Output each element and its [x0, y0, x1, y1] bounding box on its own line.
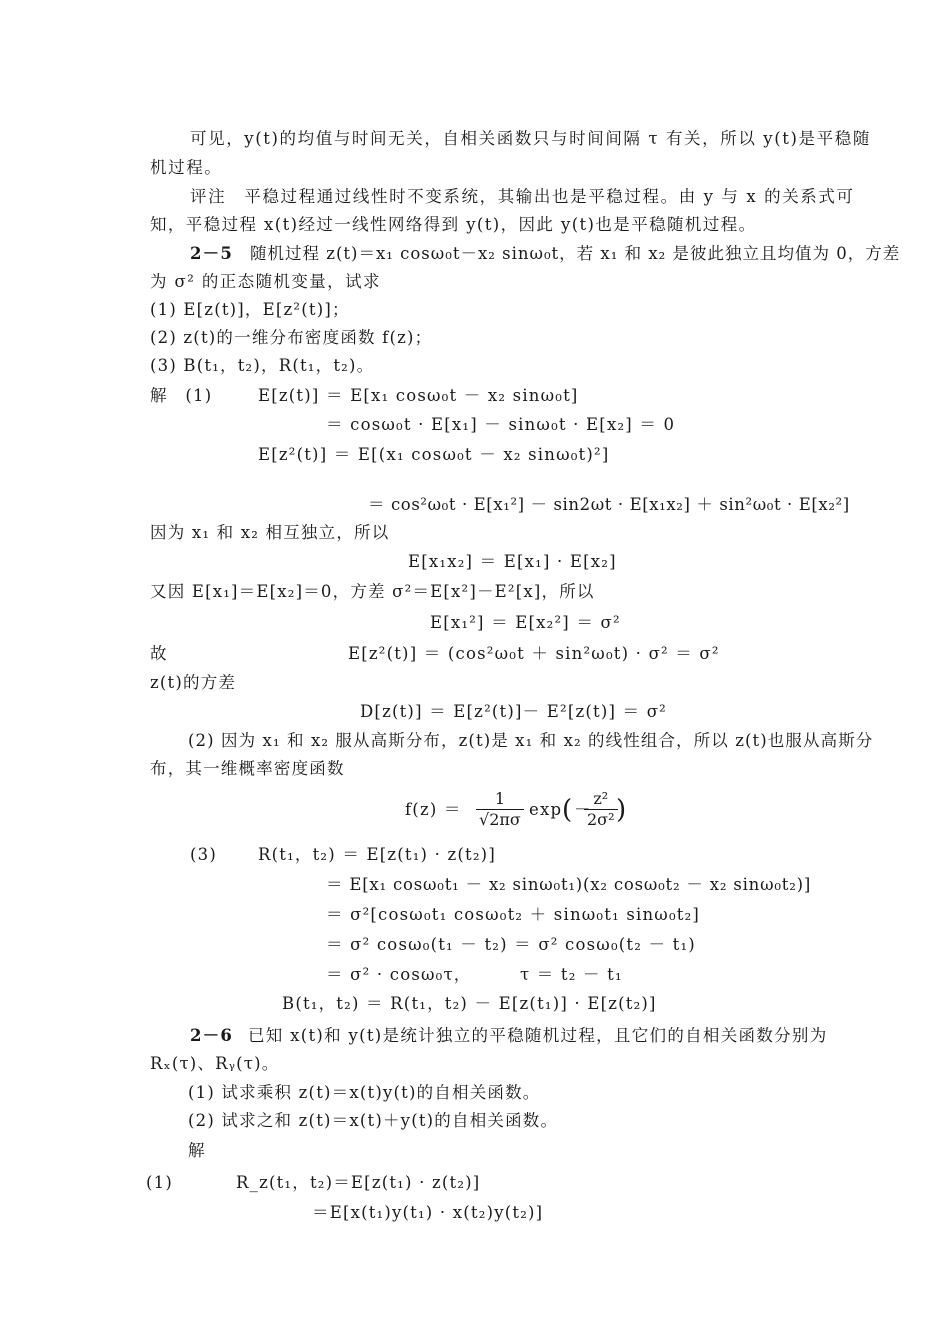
- equation: ＝ cosω₀t · E[x₁] － sinω₀t · E[x₂] ＝ 0: [326, 415, 676, 434]
- text-line: 知，平稳过程 x(t)经过一线性网络得到 y(t)，因此 y(t)也是平稳随机过程。: [150, 215, 757, 234]
- equation: ＝ σ² cosω₀(t₁ － t₂) ＝ σ² cosω₀(t₂ － t₁): [326, 935, 696, 954]
- equation: ＝ cos²ω₀t · E[x₁²] － sin2ωt · E[x₁x₂] ＋ sin²ω₀t · E[x₂²]: [368, 495, 850, 514]
- fraction: [476, 789, 524, 830]
- text-line: z(t)的方差: [150, 673, 237, 692]
- numerator: 1: [476, 789, 524, 810]
- text-line: 因为 x₁ 和 x₂ 相互独立，所以: [150, 523, 390, 542]
- denominator: √2πσ: [479, 810, 521, 829]
- text-line: 为 σ² 的正态随机变量，试求: [150, 272, 381, 291]
- text-line: (2) 因为 x₁ 和 x₂ 服从高斯分布，z(t)是 x₁ 和 x₂ 的线性组合，所以 z(t)也服从高斯分: [188, 731, 874, 750]
- solution-label: 解 (1): [150, 386, 213, 405]
- denominator: 2σ²: [587, 810, 615, 829]
- equation: E[x₁²] ＝ E[x₂²] ＝ σ²: [430, 613, 621, 632]
- equation: ＝ σ²[cosω₀t₁ cosω₀t₂ ＋ sinω₀t₁ sinω₀t₂]: [326, 905, 701, 924]
- equation: D[z(t)] ＝ E[z²(t)]－ E²[z(t)] ＝ σ²: [360, 702, 667, 721]
- equation: B(t₁，t₂) ＝ R(t₁，t₂) － E[z(t₁)] · E[z(t₂)]: [282, 994, 657, 1013]
- equation: R(t₁，t₂) ＝ E[z(t₁) · z(t₂)]: [258, 845, 496, 864]
- numerator: z²: [584, 789, 618, 810]
- equation: ＝ E[x₁ cosω₀t₁ － x₂ sinω₀t₁)(x₂ cosω₀t₂ － x₂ sinω₀t₂)]: [326, 875, 812, 894]
- text-line: 已知 x(t)和 y(t)是统计独立的平稳随机过程，且它们的自相关函数分别为: [248, 1026, 828, 1045]
- equation: E[z(t)] ＝ E[x₁ cosω₀t － x₂ sinω₀t]: [258, 386, 579, 405]
- equation: E[x₁x₂] ＝ E[x₁] · E[x₂]: [408, 552, 617, 571]
- equation: E[z²(t)] ＝ E[(x₁ cosω₀t － x₂ sinω₀t)²]: [258, 445, 610, 464]
- equation: ＝E[x(t₁)y(t₁) · x(t₂)y(t₂)]: [312, 1203, 544, 1222]
- text-line: (1) E[z(t)]，E[z²(t)]；: [150, 300, 350, 319]
- solution-label: 解: [188, 1141, 206, 1160]
- text-line: 布，其一维概率密度函数: [150, 759, 345, 778]
- part-label: (1): [146, 1173, 173, 1192]
- problem-number: 2－6: [190, 1026, 234, 1045]
- equation: R_z(t₁，t₂)＝E[z(t₁) · z(t₂)]: [236, 1173, 481, 1192]
- text-line: 又因 E[x₁]＝E[x₂]＝0，方差 σ²＝E[x²]－E²[x]，所以: [150, 582, 595, 601]
- formula-exp: exp: [529, 800, 563, 819]
- part-label: (3): [190, 845, 217, 864]
- text-line: (2) 试求之和 z(t)＝x(t)＋y(t)的自相关函数。: [188, 1111, 559, 1130]
- text-line: 故: [150, 644, 168, 663]
- text-line: (3) B(t₁，t₂)，R(t₁，t₂)。: [150, 356, 375, 375]
- minus-sign: －: [574, 800, 592, 819]
- paren-close: ): [616, 795, 628, 825]
- text-line: (1) 试求乘积 z(t)＝x(t)y(t)的自相关函数。: [188, 1083, 541, 1102]
- paren-open: (: [562, 795, 574, 825]
- equation: E[z²(t)] ＝ (cos²ω₀t ＋ sin²ω₀t) · σ² ＝ σ²: [348, 644, 720, 663]
- formula-lhs: f(z) ＝: [405, 800, 462, 819]
- text-line: (2) z(t)的一维分布密度函数 f(z)；: [150, 328, 433, 347]
- text-line: 可见，y(t)的均值与时间无关，自相关函数只与时间间隔 τ 有关，所以 y(t)是平稳随: [190, 129, 871, 148]
- problem-number: 2－5: [190, 244, 234, 263]
- text-line: 评注 平稳过程通过线性时不变系统，其输出也是平稳过程。由 y 与 x 的关系式可: [190, 187, 855, 206]
- text-line: 随机过程 z(t)＝x₁ cosω₀t－x₂ sinω₀t，若 x₁ 和 x₂ 是彼此独立且均值为 0，方差: [250, 244, 901, 263]
- text-line: 机过程。: [150, 158, 223, 177]
- equation: τ ＝ t₂ － t₁: [520, 965, 623, 984]
- text-line: Rₓ(τ)、Rᵧ(τ)。: [150, 1054, 280, 1073]
- equation: ＝ σ² · cosω₀τ，: [326, 965, 472, 984]
- fraction: [584, 789, 618, 830]
